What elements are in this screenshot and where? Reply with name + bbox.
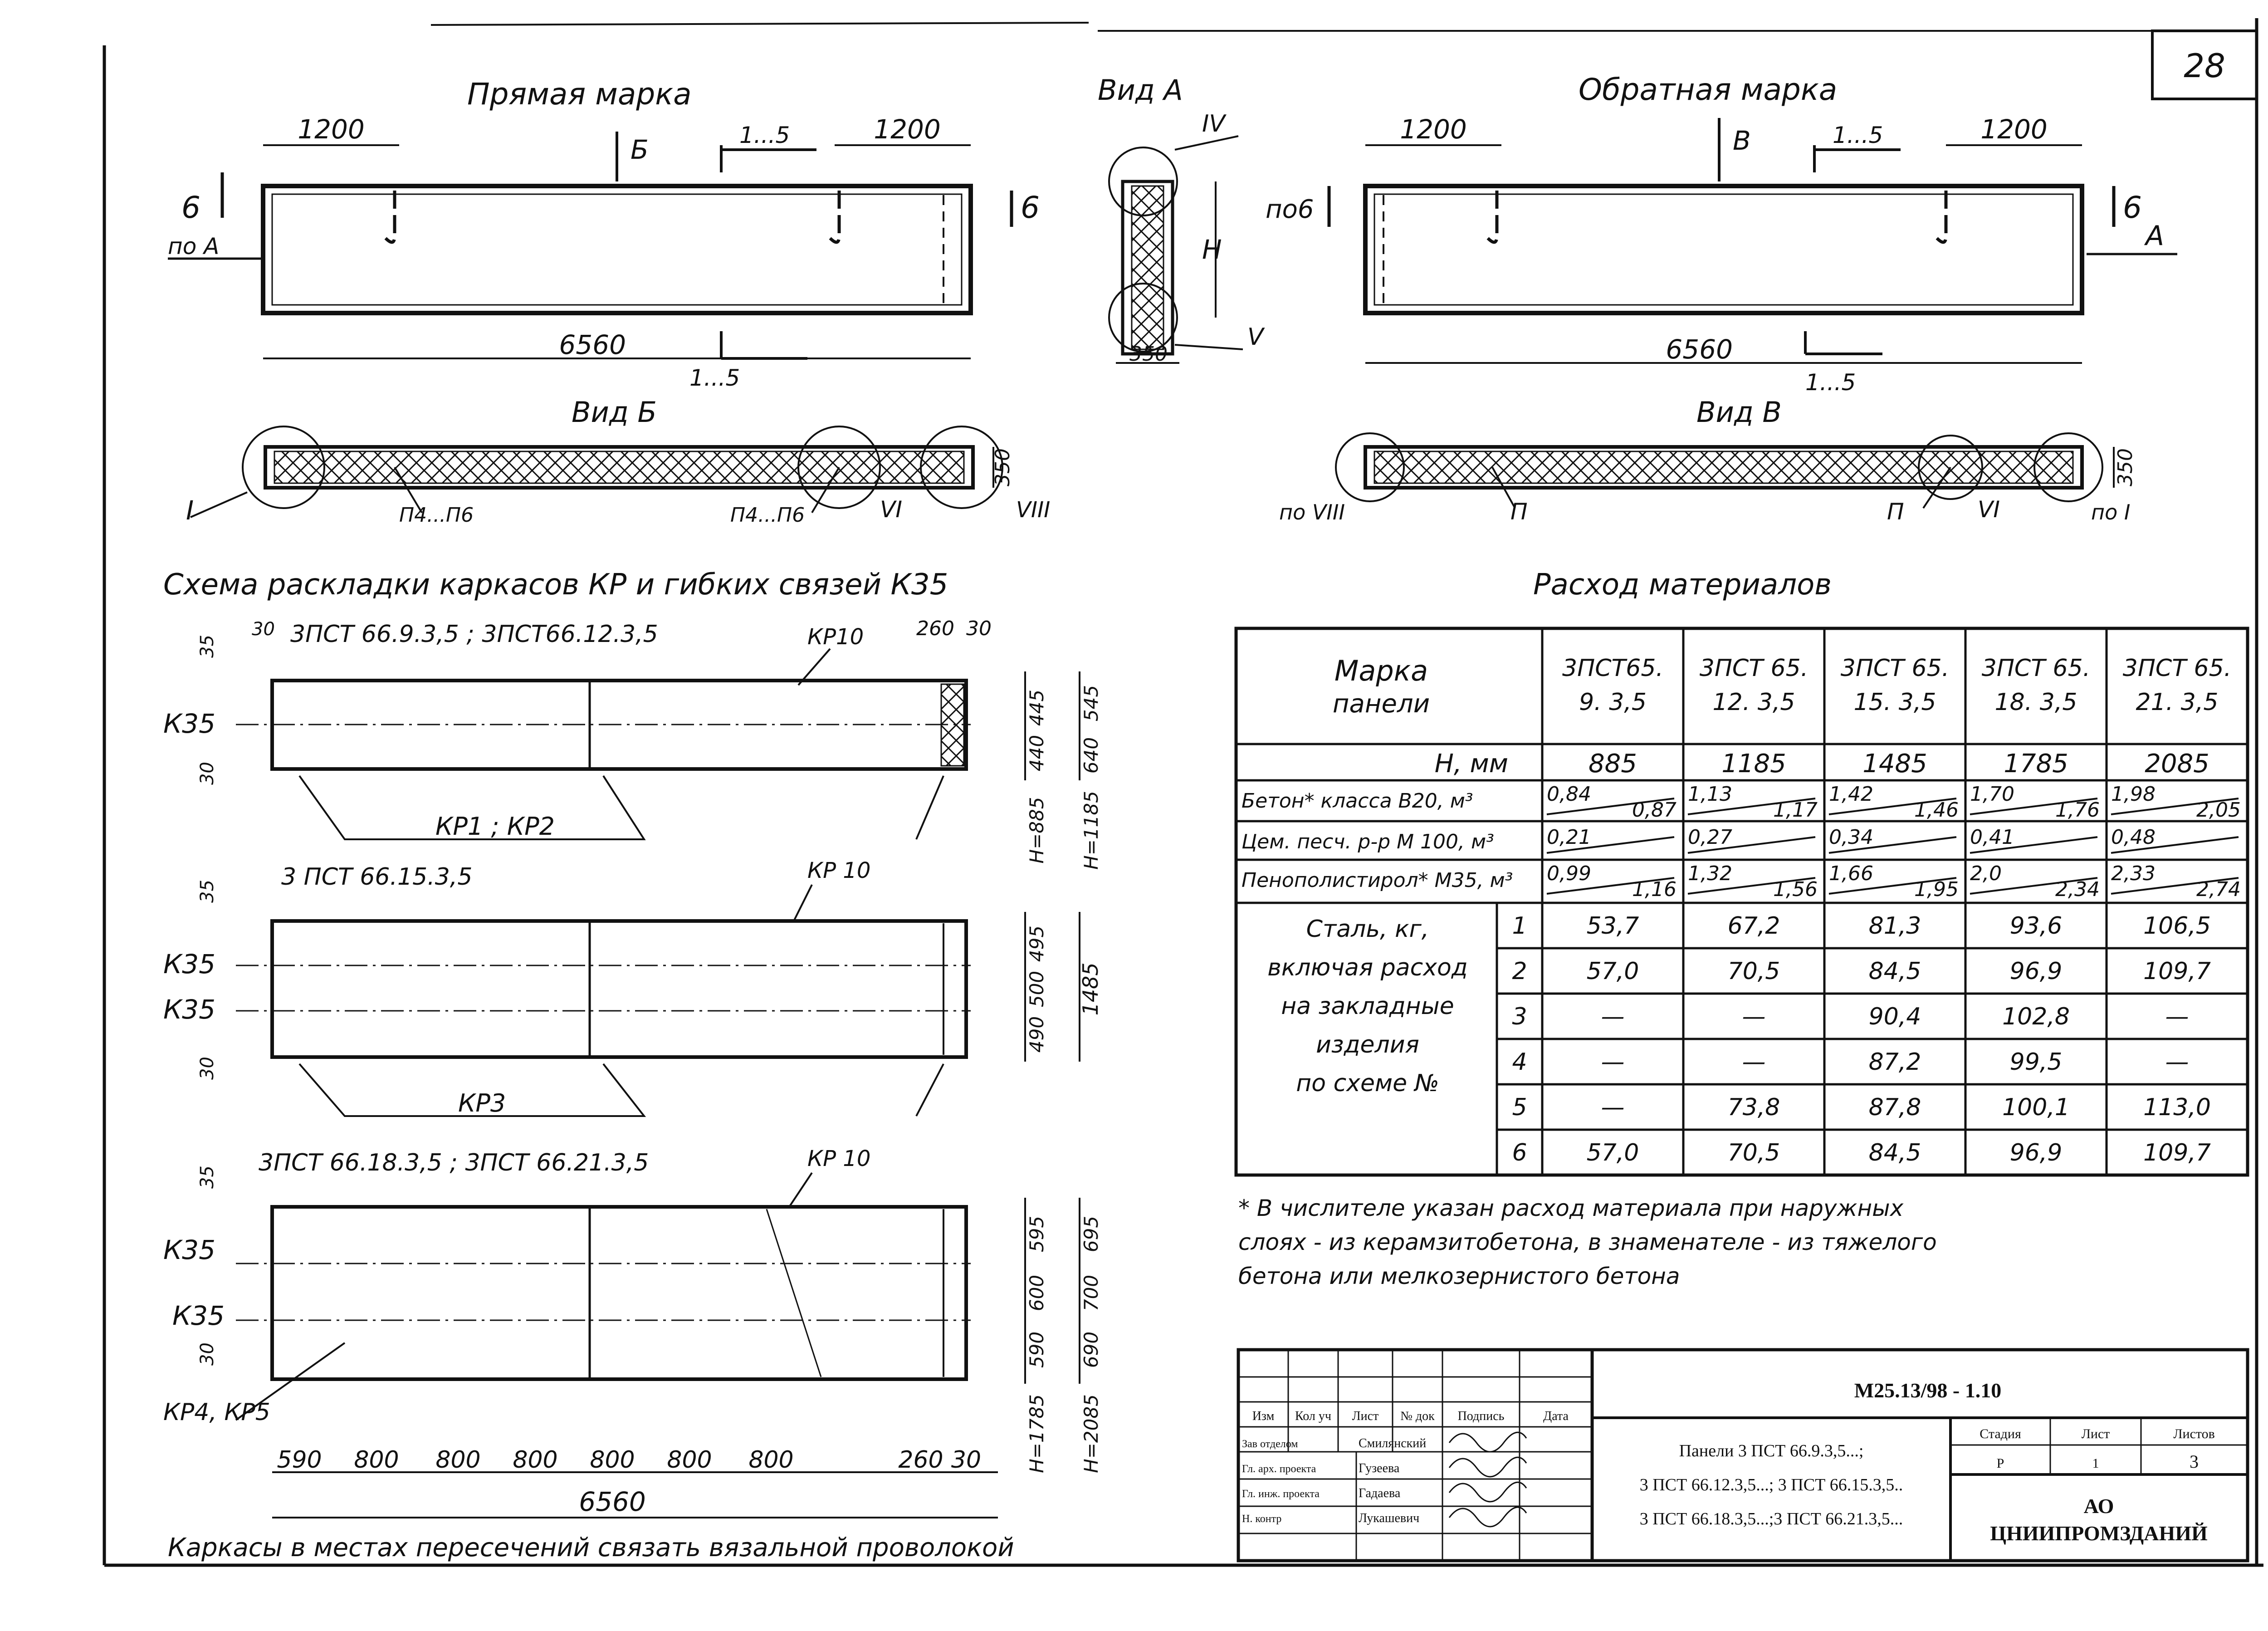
foam-numerator: 1,66 — [1829, 862, 1873, 885]
view-a-h: H — [1202, 234, 1222, 265]
panel1-dim-a0: 445 — [1026, 689, 1048, 726]
concrete-numerator: 0,84 — [1547, 783, 1591, 806]
view-v-p-b: П — [1887, 499, 1904, 525]
panel1-d35: 35 — [197, 635, 218, 658]
signature — [1449, 1432, 1526, 1452]
signature — [1449, 1482, 1526, 1502]
panel3-dim-a0: 595 — [1026, 1215, 1048, 1253]
view-a — [1098, 73, 1265, 366]
mortar-label: Цем. песч. р-р М 100, м³ — [1242, 830, 1494, 853]
steel-value: 87,2 — [1868, 1048, 1921, 1076]
view-a-title: Вид А — [1098, 73, 1183, 107]
description-line: 3 ПСТ 66.18.3,5...;3 ПСТ 66.21.3,5... — [1639, 1509, 1903, 1528]
view-b — [186, 396, 1050, 527]
panel1-dim-b0: 545 — [1080, 685, 1102, 722]
scheme-panel-2 — [163, 858, 1103, 1117]
panel2-kr3: КР3 — [458, 1089, 506, 1117]
foam-denominator: 2,34 — [2055, 878, 2100, 901]
steel-value: — — [1742, 1048, 1766, 1076]
panel3-dim-a2: 590 — [1026, 1331, 1048, 1368]
drawing-code: М25.13/98 - 1.10 — [1854, 1379, 2002, 1402]
steel-value: 53,7 — [1586, 912, 1639, 940]
footnote-line: бетона или мелкозернистого бетона — [1238, 1263, 1680, 1289]
scheme-note: Каркасы в местах пересечений связать вязальной проволокой — [168, 1533, 1014, 1562]
steel-value: 100,1 — [2002, 1094, 2070, 1121]
direct-dim-left: 1200 — [298, 114, 365, 145]
foam-denominator: 1,56 — [1773, 878, 1818, 901]
sheet-frame — [104, 18, 2263, 1565]
reverse-arrow-a: А — [2146, 220, 2165, 252]
staff-role: Зав отделом — [1242, 1438, 1298, 1450]
steel-value: 67,2 — [1727, 912, 1780, 940]
staff-role: Гл. инж. проекта — [1242, 1488, 1320, 1500]
panel3-title: 3ПСТ 66.18.3,5 ; 3ПСТ 66.21.3,5 — [259, 1149, 649, 1176]
view-b-p46a: П4...П6 — [399, 504, 474, 527]
staff-name: Гузеева — [1359, 1461, 1400, 1475]
bottom-dim: 800 — [513, 1446, 558, 1474]
foam-numerator: 2,0 — [1970, 862, 2002, 885]
steel-scheme-number: 6 — [1512, 1139, 1527, 1166]
steel-value: 87,8 — [1868, 1094, 1921, 1121]
panel2-kr10: КР 10 — [807, 858, 871, 883]
bottom-dim: 590 — [277, 1446, 322, 1474]
panel1-dim-a1: 440 — [1026, 735, 1048, 772]
bottom-dim: 800 — [667, 1446, 712, 1474]
panel-mark: 3ПСТ 65. — [1699, 655, 1809, 682]
steel-value: 70,5 — [1727, 1139, 1780, 1166]
foam-denominator: 2,74 — [2196, 878, 2241, 901]
steel-value: 57,0 — [1586, 958, 1639, 985]
materials-footnote — [1238, 1195, 1937, 1289]
panel2-d30: 30 — [197, 1057, 218, 1080]
bottom-dim: 30 — [951, 1446, 982, 1474]
concrete-numerator: 1,98 — [2111, 783, 2156, 806]
steel-value: 96,9 — [2009, 1139, 2063, 1166]
direct-cut6-right: 6 — [1021, 190, 1040, 225]
panel2-dim-1: 500 — [1026, 970, 1048, 1008]
view-v-p-a: П — [1510, 499, 1528, 525]
panel1-d260: 260 — [916, 617, 954, 640]
stage-value: Р — [1996, 1456, 2004, 1471]
panel3-bottom-dims — [277, 1446, 981, 1474]
concrete-numerator: 1,13 — [1688, 783, 1732, 806]
panel3-h-a: H=1785 — [1026, 1394, 1048, 1473]
view-a-thickness: 350 — [1129, 343, 1168, 366]
organization-name: АО — [2083, 1494, 2114, 1518]
steel-value: — — [1601, 1003, 1625, 1030]
staff-name: Смилянский — [1359, 1436, 1427, 1450]
steel-value: 57,0 — [1586, 1139, 1639, 1166]
panel3-d35: 35 — [197, 1166, 218, 1189]
header-label: Марка — [1334, 654, 1428, 687]
steel-scheme-number: 4 — [1512, 1048, 1527, 1076]
steel-value: 96,9 — [2009, 958, 2063, 985]
col-header: Дата — [1543, 1409, 1569, 1423]
h-value: 1185 — [1721, 749, 1786, 779]
panel1-d30c: 30 — [966, 617, 992, 640]
panel1-kr12: КР1 ; КР2 — [435, 812, 555, 841]
direct-label-po-a: по А — [168, 233, 220, 260]
h-value: 1785 — [2004, 749, 2068, 779]
steel-value: 113,0 — [2143, 1094, 2211, 1121]
sheets-label: Листов — [2173, 1426, 2215, 1441]
scheme-panel-1 — [163, 617, 1102, 870]
steel-scheme-number: 1 — [1512, 912, 1527, 940]
h-value: 1485 — [1862, 749, 1927, 779]
concrete-denominator: 2,05 — [2196, 798, 2241, 822]
panel2-dim-2: 490 — [1026, 1016, 1048, 1053]
reverse-15-top: 1...5 — [1833, 122, 1883, 148]
materials-title: Расход материалов — [1533, 568, 1832, 602]
panel3-kr45: КР4, КР5 — [163, 1399, 270, 1426]
steel-value: — — [1601, 1048, 1625, 1076]
foam-denominator: 1,95 — [1914, 878, 1959, 901]
bottom-dim: 800 — [590, 1446, 635, 1474]
panel2-dim-0: 495 — [1026, 925, 1048, 962]
steel-value: 93,6 — [2009, 912, 2063, 940]
view-b-p46b: П4...П6 — [730, 504, 805, 527]
steel-scheme-number: 3 — [1512, 1003, 1527, 1030]
materials-table — [1236, 628, 2248, 1175]
view-v — [1279, 396, 2137, 525]
steel-value: 106,5 — [2143, 912, 2211, 940]
staff-name: Лукашевич — [1359, 1511, 1420, 1525]
panel-mark: 21. 3,5 — [2136, 689, 2219, 716]
panel3-d30: 30 — [197, 1342, 218, 1366]
steel-value: — — [2165, 1003, 2189, 1030]
direct-dim-right: 1200 — [874, 114, 941, 145]
direct-15-top: 1...5 — [739, 122, 790, 148]
steel-value: 81,3 — [1868, 912, 1921, 940]
direct-mark-title: Прямая марка — [467, 77, 692, 112]
bottom-dim: 800 — [435, 1446, 481, 1474]
view-b-node-i: I — [186, 495, 194, 526]
h-value: 885 — [1589, 749, 1637, 779]
panel1-h-a: H=885 — [1026, 797, 1048, 864]
view-a-node-iv: IV — [1202, 110, 1225, 137]
steel-label: по схеме № — [1296, 1070, 1439, 1097]
panel2-d35: 35 — [197, 880, 218, 903]
col-header: № док — [1400, 1409, 1435, 1423]
foam-label: Пенополистирол* М35, м³ — [1242, 869, 1513, 892]
reverse-mark-title: Обратная марка — [1579, 72, 1838, 107]
concrete-numerator: 1,42 — [1829, 783, 1873, 806]
view-v-po-i: по I — [2091, 500, 2131, 524]
foam-numerator: 0,99 — [1547, 862, 1591, 885]
panel3-dim-b1: 700 — [1080, 1274, 1102, 1312]
panel2-k35a: К35 — [163, 949, 215, 980]
panel-mark: 12. 3,5 — [1712, 689, 1795, 716]
reverse-mark-view — [1266, 72, 2177, 396]
panel2-k35b: К35 — [163, 994, 215, 1025]
panel-mark: 3ПСТ 65. — [2122, 655, 2232, 682]
panel1-h-b: H=1185 — [1080, 791, 1102, 870]
staff-name: Гадаева — [1359, 1486, 1401, 1500]
view-b-node-vi: VI — [880, 496, 902, 523]
direct-dim-total: 6560 — [559, 329, 626, 360]
staff-role: Н. контр — [1242, 1513, 1282, 1525]
panel1-k35: К35 — [163, 708, 215, 739]
title-block — [1238, 1350, 2248, 1561]
view-b-node-viii: VIII — [1016, 497, 1051, 523]
steel-value: 73,8 — [1727, 1094, 1780, 1121]
foam-denominator: 1,16 — [1632, 878, 1677, 901]
panel-mark: 18. 3,5 — [1994, 689, 2077, 716]
steel-value: 84,5 — [1868, 958, 1921, 985]
view-v-thickness: 350 — [2114, 448, 2137, 486]
steel-value: — — [2165, 1048, 2189, 1076]
mortar-value: 0,48 — [2111, 826, 2156, 849]
direct-section-b: Б — [631, 134, 649, 165]
panel3-dim-a1: 600 — [1026, 1274, 1048, 1312]
footnote-line: слоях - из керамзитобетона, в знаменателе - из тяжелого — [1238, 1229, 1937, 1255]
steel-value: 99,5 — [2009, 1048, 2063, 1076]
panel-mark: 15. 3,5 — [1853, 689, 1936, 716]
sheets-value: 3 — [2190, 1451, 2199, 1472]
concrete-denominator: 1,17 — [1773, 798, 1818, 822]
panel2-total: 1485 — [1078, 962, 1103, 1016]
panel1-kr10: КР10 — [807, 624, 864, 650]
h-value: 2085 — [2145, 749, 2209, 779]
panel1-title: 3ПСТ 66.9.3,5 ; 3ПСТ66.12.3,5 — [290, 621, 658, 648]
panel1-dim-b1: 640 — [1080, 737, 1102, 774]
direct-15-bottom: 1...5 — [689, 365, 740, 391]
reverse-section-v: В — [1733, 125, 1751, 156]
panel3-h-b: H=2085 — [1080, 1394, 1102, 1473]
col-header: Кол уч — [1295, 1409, 1331, 1423]
h-label: Н, мм — [1434, 749, 1508, 779]
view-v-po-viii: по VIII — [1279, 500, 1345, 524]
bottom-dim: 260 — [898, 1446, 943, 1474]
sheet-value: 1 — [2092, 1456, 2099, 1471]
signature — [1449, 1507, 1526, 1527]
panel-mark: 3ПСТ 65. — [1981, 655, 2091, 682]
steel-value: 102,8 — [2002, 1003, 2070, 1030]
mortar-value: 0,41 — [1970, 826, 2014, 849]
scheme-panel-3 — [163, 1146, 1102, 1518]
steel-label: на закладные — [1281, 993, 1454, 1020]
panel-mark: 3ПСТ65. — [1562, 655, 1663, 682]
view-a-node-v: V — [1247, 323, 1264, 351]
steel-value: — — [1742, 1003, 1766, 1030]
signature — [1449, 1457, 1526, 1477]
reverse-dim-left: 1200 — [1400, 114, 1467, 145]
col-header: Изм — [1252, 1409, 1275, 1423]
concrete-denominator: 0,87 — [1632, 798, 1677, 822]
reverse-dim-total: 6560 — [1666, 334, 1733, 365]
scheme-title: Схема раскладки каркасов КР и гибких связей К35 — [163, 568, 948, 602]
concrete-denominator: 1,46 — [1914, 798, 1959, 822]
description-line: 3 ПСТ 66.12.3,5...; 3 ПСТ 66.15.3,5.. — [1639, 1475, 1903, 1494]
panel3-dim-b0: 695 — [1080, 1215, 1102, 1253]
foam-numerator: 1,32 — [1688, 862, 1732, 885]
steel-value: 70,5 — [1727, 958, 1780, 985]
steel-label: включая расход — [1267, 954, 1468, 981]
view-b-thickness: 350 — [991, 448, 1014, 486]
panel3-dim-b2: 690 — [1080, 1331, 1102, 1368]
description-line: Панели 3 ПСТ 66.9.3,5...; — [1679, 1441, 1864, 1460]
steel-label: Сталь, кг, — [1306, 916, 1429, 943]
header-label: панели — [1332, 689, 1430, 719]
concrete-label: Бетон* класса В20, м³ — [1242, 789, 1473, 813]
view-v-title: Вид В — [1696, 396, 1782, 429]
panel1-d30b: 30 — [197, 762, 218, 785]
direct-mark-view — [168, 77, 1040, 391]
panel3-kr10: КР 10 — [807, 1146, 871, 1171]
panel-mark: 3ПСТ 65. — [1840, 655, 1950, 682]
steel-scheme-number: 5 — [1512, 1094, 1527, 1121]
view-v-node-vi: VI — [1978, 496, 2000, 523]
steel-value: — — [1601, 1094, 1625, 1121]
foam-numerator: 2,33 — [2111, 862, 2156, 885]
steel-value: 109,7 — [2143, 958, 2211, 985]
direct-cut6-left: 6 — [181, 190, 200, 225]
col-header: Подпись — [1457, 1409, 1505, 1423]
mortar-value: 0,21 — [1547, 826, 1591, 849]
stage-label: Стадия — [1980, 1426, 2021, 1441]
view-b-title: Вид Б — [572, 396, 657, 429]
panel3-k35a: К35 — [163, 1234, 215, 1265]
panel3-total: 6560 — [579, 1486, 646, 1517]
steel-value: 84,5 — [1868, 1139, 1921, 1166]
steel-value: 109,7 — [2143, 1139, 2211, 1166]
bottom-dim: 800 — [748, 1446, 794, 1474]
concrete-numerator: 1,70 — [1970, 783, 2014, 806]
panel-mark: 9. 3,5 — [1579, 689, 1647, 716]
steel-label: изделия — [1316, 1031, 1419, 1058]
sheet-number: 28 — [2184, 47, 2225, 85]
reverse-15-bottom: 1...5 — [1805, 369, 1856, 396]
panel2-title: 3 ПСТ 66.15.3,5 — [281, 863, 473, 891]
organization-name: ЦНИИПРОМЗДАНИЙ — [1990, 1522, 2208, 1545]
sheet-label: Лист — [2081, 1426, 2110, 1441]
concrete-denominator: 1,76 — [2055, 798, 2100, 822]
steel-scheme-number: 2 — [1512, 958, 1527, 985]
bottom-dim: 800 — [354, 1446, 399, 1474]
mortar-value: 0,27 — [1688, 826, 1732, 849]
panel3-k35b: К35 — [172, 1300, 225, 1331]
reverse-dim-right: 1200 — [1980, 114, 2048, 145]
mortar-value: 0,34 — [1829, 826, 1873, 849]
reverse-cut6: 6 — [2123, 190, 2142, 225]
reverse-label-po6: по6 — [1266, 195, 1314, 224]
footnote-line: * В числителе указан расход материала при наружных — [1238, 1195, 1904, 1221]
col-header: Лист — [1352, 1409, 1379, 1423]
sheet-number-box — [2152, 31, 2257, 99]
staff-role: Гл. арх. проекта — [1242, 1463, 1316, 1475]
panel1-d30a: 30 — [252, 619, 275, 640]
steel-value: 90,4 — [1868, 1003, 1921, 1030]
